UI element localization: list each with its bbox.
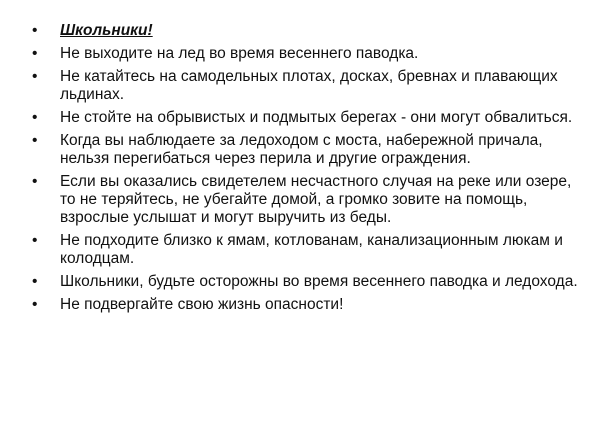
bullet-text: Не стойте на обрывистых и подмытых берегах - они могут обвалиться. — [60, 109, 573, 126]
bullet-icon: • — [32, 68, 38, 85]
bullet-item — [32, 109, 580, 127]
bullet-text: Не подвергайте свою жизнь опасности! — [60, 296, 344, 313]
bullet-item — [32, 273, 580, 291]
bullet-item — [32, 45, 580, 63]
bullet-icon: • — [32, 273, 38, 290]
bullet-icon: • — [32, 232, 38, 249]
bullet-item — [32, 68, 580, 104]
bullet-text: Не выходите на лед во время весеннего паводка. — [60, 45, 419, 62]
bullet-icon: • — [32, 109, 38, 126]
bullet-list — [32, 22, 580, 319]
bullet-text: Не катайтесь на самодельных плотах, досках, бревнах и плавающих льдинах. — [60, 68, 558, 103]
bullet-text: Если вы оказались свидетелем несчастного случая на реке или озере, то не теряйтесь, не убегайте домой, а громко зовите на помощь, взрослые услышат и могут выручить из беды. — [60, 173, 572, 226]
bullet-text: Не подходите близко к ямам, котлованам, канализационным люкам и колодцам. — [60, 232, 563, 267]
bullet-text: Школьники, будьте осторожны во время весеннего паводка и ледохода. — [60, 273, 578, 290]
bullet-item-headline — [32, 22, 580, 40]
bullet-icon: • — [32, 296, 38, 313]
bullet-icon: • — [32, 132, 38, 149]
bullet-item — [32, 173, 580, 227]
bullet-text: Когда вы наблюдаете за ледоходом с моста, набережной причала, нельзя перегибаться через перила и другие ограждения. — [60, 132, 543, 167]
bullet-item — [32, 132, 580, 168]
bullet-icon: • — [32, 22, 38, 39]
bullet-text: Школьники! — [60, 22, 153, 39]
bullet-icon: • — [32, 173, 38, 190]
bullet-item — [32, 296, 580, 314]
bullet-item — [32, 232, 580, 268]
bullet-icon: • — [32, 45, 38, 62]
